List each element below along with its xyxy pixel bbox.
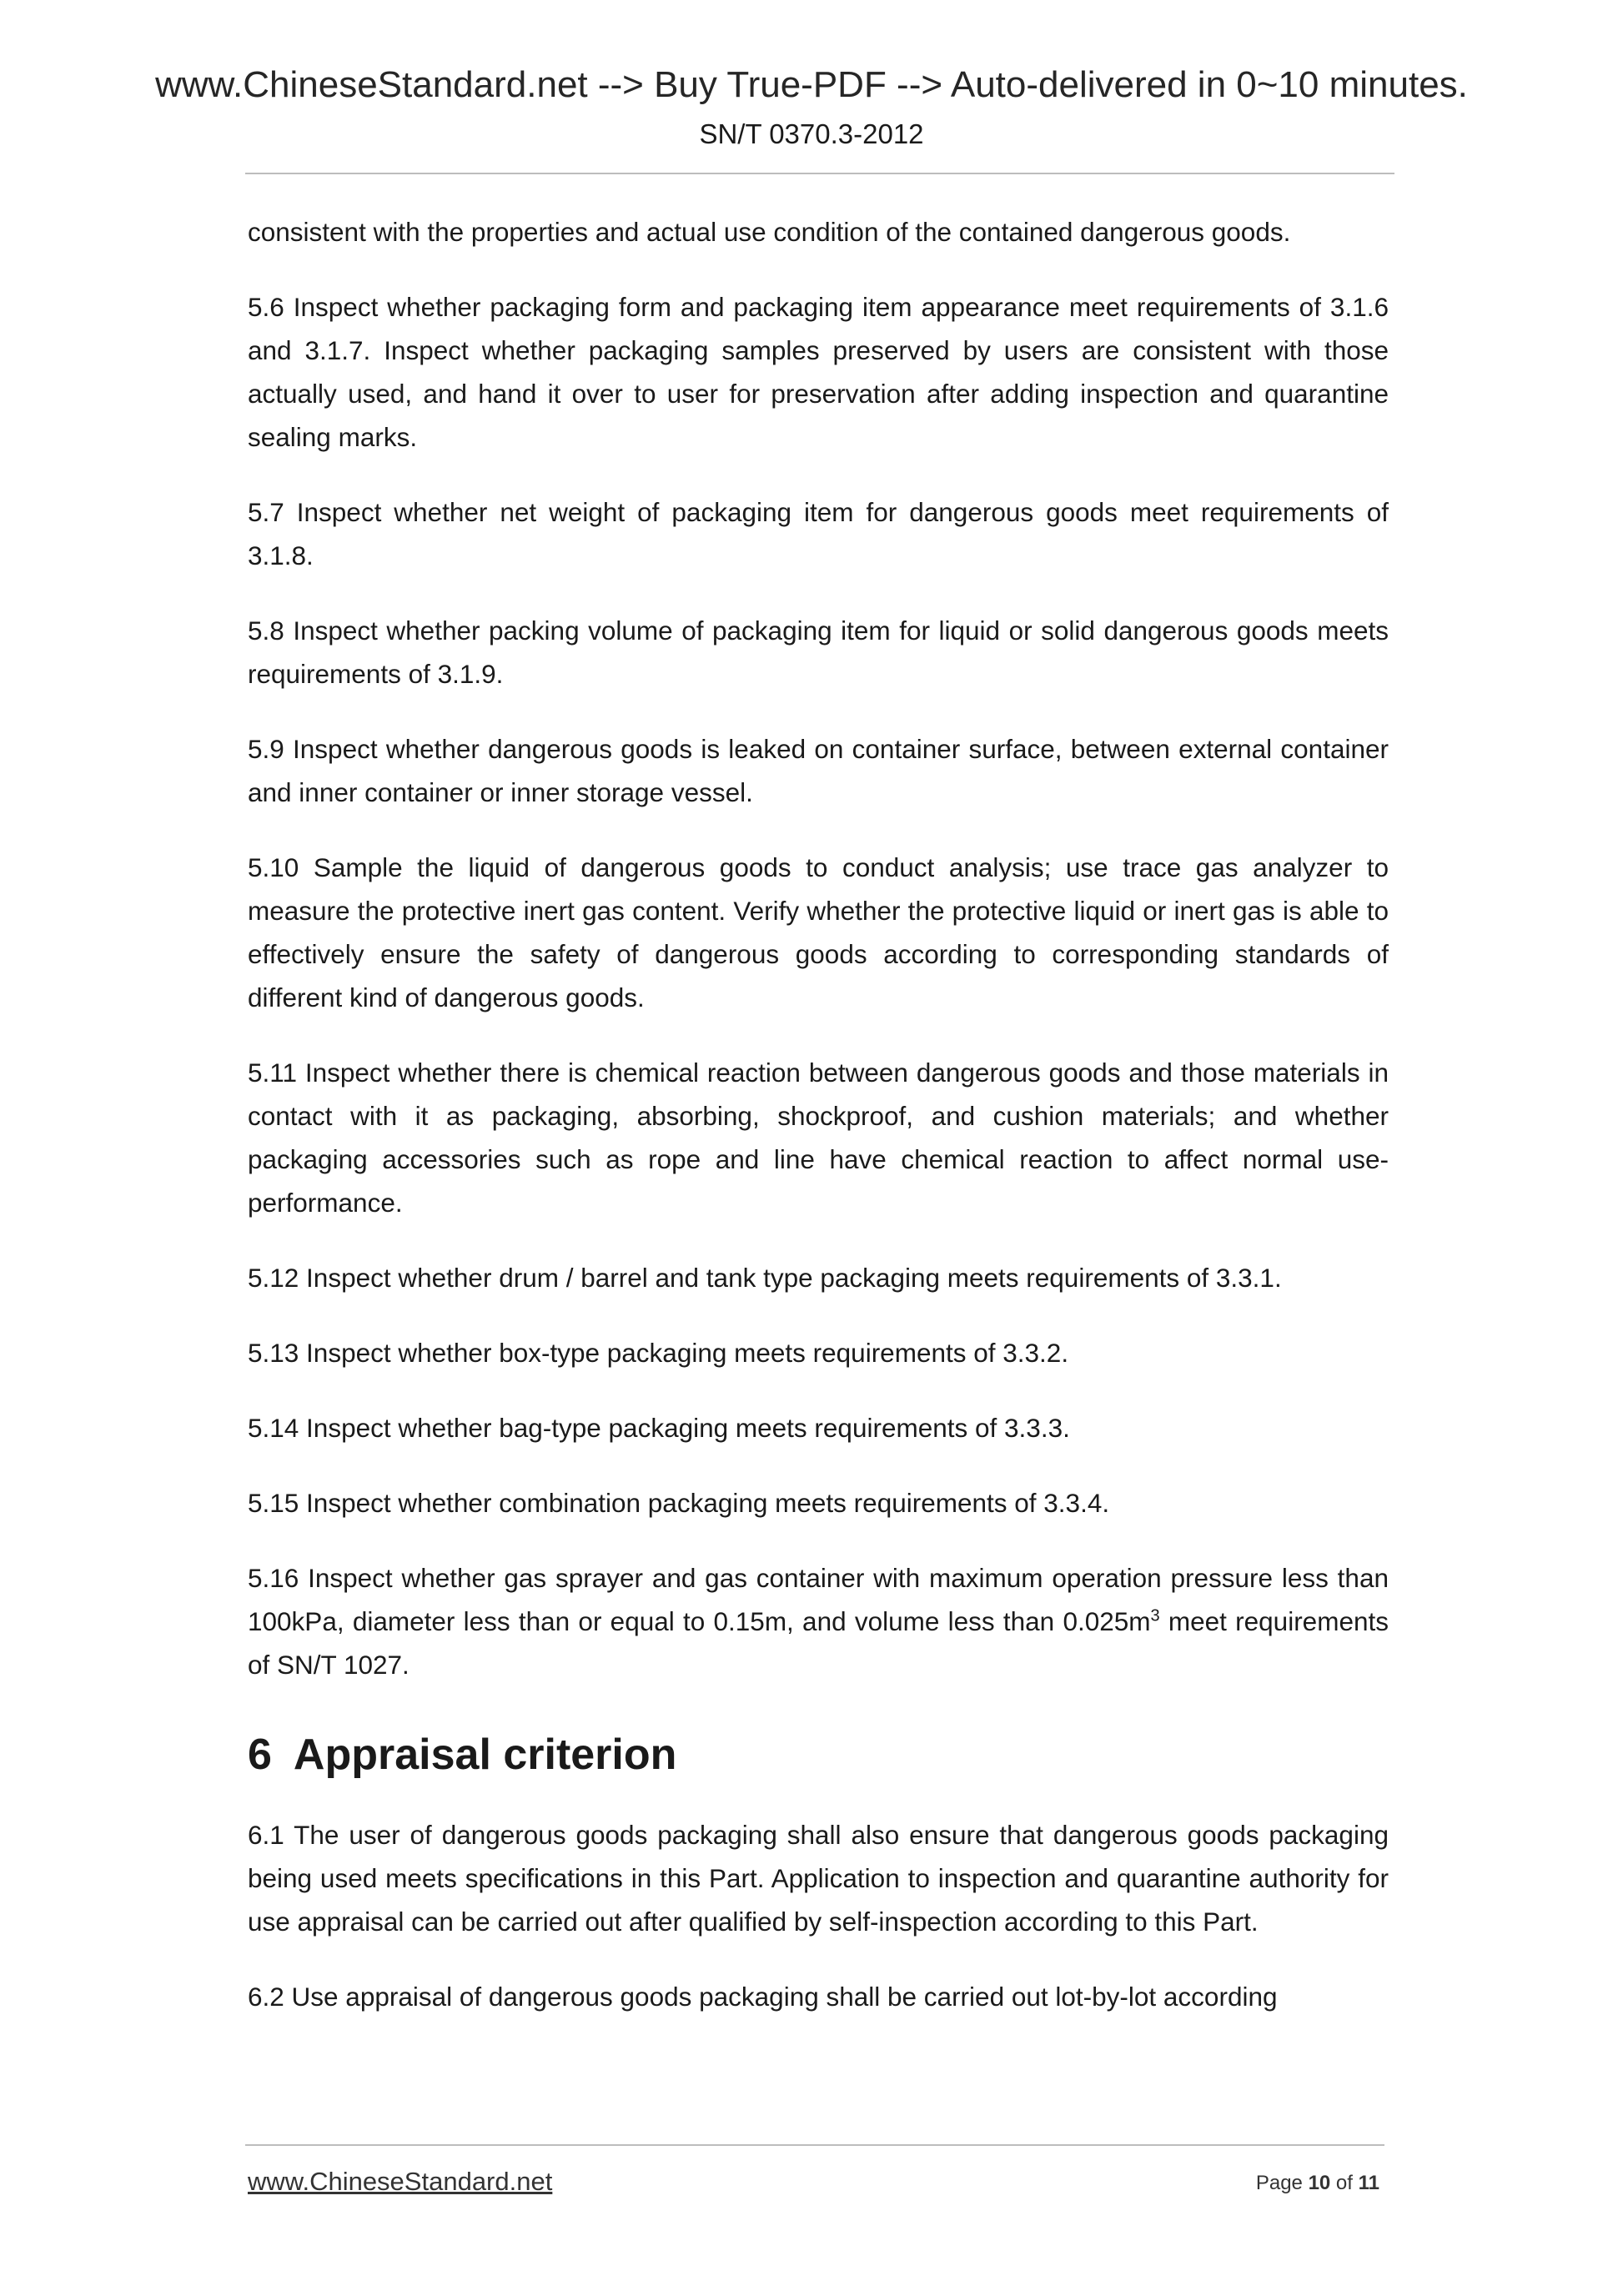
page-indicator [1256,2172,1379,2195]
clause-5-16 [248,1556,1389,1686]
section-6-number: 6 [248,1731,272,1779]
header-divider [245,173,1394,174]
clause-5-10: 5.10 Sample the liquid of dangerous goods to conduct analysis; use trace gas analyzer to measure the protective inert gas content. Verify whether the protective liquid or inert gas is able to effectively ensure the safety of dangerous goods according to corresponding standards of different kind of dangerous goods. [248,852,1389,1012]
total-page-number: 11 [1358,2172,1379,2194]
clause-5-11: 5.11 Inspect whether there is chemical reaction between dangerous goods and those materials in contact with it as packaging, absorbing, shockproof, and cushion materials; and whether packaging accessories such as rope and line have chemical reaction to affect normal use-performance. [248,1058,1389,1218]
cubic-superscript: 3 [1150,1606,1160,1625]
clause-5-12: 5.12 Inspect whether drum / barrel and tank type packaging meets requirements of 3.3.1. [248,1263,1282,1293]
clause-5-8: 5.8 Inspect whether packing volume of packaging item for liquid or solid dangerous goods meets requirements of 3.1.9. [248,615,1389,689]
clause-5-16-tail: meet requirements of SN/T 1027. [248,1606,1389,1680]
clause-6-1: 6.1 The user of dangerous goods packaging shall also ensure that dangerous goods packaging being used meets specifications in this Part. Application to inspection and quarantine authority for use appraisal can be carried out after qualified by self-inspection according to this Part. [248,1820,1389,1937]
clause-5-15: 5.15 Inspect whether combination packaging meets requirements of 3.3.4. [248,1488,1110,1518]
document-body [248,210,1389,2050]
page-label: Page [1255,2172,1309,2194]
clause-5-6: 5.6 Inspect whether packaging form and packaging item appearance meet requirements of 3.1.6 and 3.1.7. Inspect whether packaging samples preserved by users are consistent with those actually used, and hand it over to user for preservation after adding inspection and quarantine sealing marks. [248,292,1389,452]
clause-5-16-text: 5.16 Inspect whether gas sprayer and gas container with maximum operation pressure less than 100kPa, diameter less than or equal to 0.15m, and volume less than 0.025m [248,1563,1389,1636]
clause-6-2: 6.2 Use appraisal of dangerous goods packaging shall be carried out lot-by-lot according [248,1982,1278,2012]
footer-divider [245,2144,1384,2146]
clause-5-9: 5.9 Inspect whether dangerous goods is leaked on container surface, between external container and inner container or inner storage vessel. [248,734,1389,807]
page-of-label: of [1330,2172,1359,2194]
clause-5-13: 5.13 Inspect whether box-type packaging meets requirements of 3.3.2. [248,1338,1069,1368]
clause-5-14: 5.14 Inspect whether bag-type packaging meets requirements of 3.3.3. [248,1413,1070,1443]
footer-website-link[interactable]: www.ChineseStandard.net [248,2167,553,2196]
clause-5-7: 5.7 Inspect whether net weight of packaging item for dangerous goods meet requirements of 3.1.8. [248,497,1389,570]
section-6-title: Appraisal criterion [293,1731,677,1779]
paragraph-continuation: consistent with the properties and actual use condition of the contained dangerous goods. [248,217,1291,247]
header-banner: www.ChineseStandard.net --> Buy True-PDF --> Auto-delivered in 0~10 minutes. [155,64,1468,105]
current-page-number: 10 [1308,2172,1331,2194]
standard-number: SN/T 0370.3-2012 [699,118,924,149]
section-6-heading [248,1730,1389,1780]
